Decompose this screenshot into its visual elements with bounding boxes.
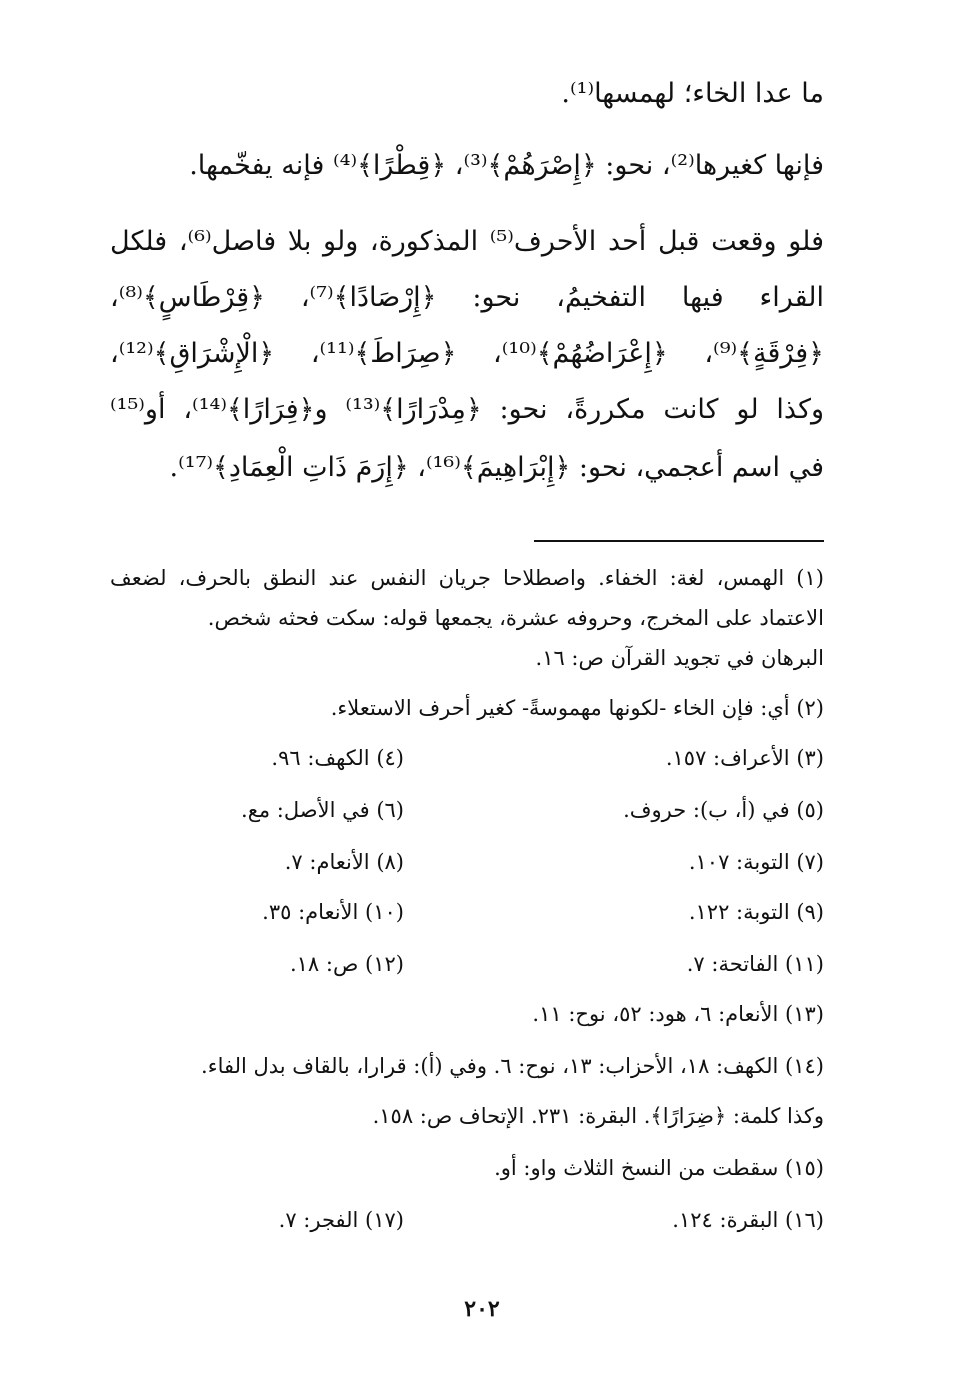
footnote-12: (١٢) ص: ١٨. [289, 952, 404, 976]
footnote-3: (٣) الأعراف: ١٥٧. [665, 746, 824, 770]
footnote-1-line-3: البرهان في تجويد القرآن ص: ١٦. [535, 646, 824, 670]
body-line-7: في اسم أعجمي، نحو: ﴿إِبْرَاهِيمَ﴾⁽¹⁶⁾، ﴿إِرَمَ ذَاتِ الْعِمَادِ﴾⁽¹⁷⁾. [169, 452, 824, 483]
footnote-17: (١٧) الفجر: ٧. [278, 1208, 404, 1232]
body-line-1: ما عدا الخاء؛ لهمسها⁽¹⁾. [561, 78, 824, 109]
footnote-6: (٦) في الأصل: مع. [241, 798, 404, 822]
footnote-14-line-1: (١٤) الكهف: ١٨، الأحزاب: ١٣، نوح: ٦. وفي (أ): قرارا، بالقاف بدل الفاء. [201, 1054, 824, 1078]
footnote-9: (٩) التوبة: ١٢٢. [688, 900, 824, 924]
body-line-3: فلو وقعت قبل أحد الأحرف⁽⁵⁾ المذكورة، ولو بلا فاصل⁽⁶⁾، فلكل [110, 226, 824, 257]
footnote-8: (٨) الأنعام: ٧. [284, 850, 404, 874]
footnote-7: (٧) التوبة: ١٠٧. [688, 850, 824, 874]
page-number: ٢٠٢ [464, 1296, 500, 1322]
footnote-11: (١١) الفاتحة: ٧. [686, 952, 824, 976]
footnote-10: (١٠) الأنعام: ٣٥. [262, 900, 404, 924]
footnote-1-line-1: (١) الهمس، لغة: الخفاء. واصطلاحا جريان النفس عند النطق بالحرف، لضعف [110, 566, 824, 590]
body-line-2: فإنها كغيرها⁽²⁾، نحو: ﴿إِصْرَهُمْ﴾⁽³⁾، ﴿قِطْرًا﴾⁽⁴⁾ فإنه يفخّمها. [189, 150, 824, 181]
footnote-5: (٥) في (أ، ب): حروف. [623, 798, 824, 822]
footnote-13: (١٣) الأنعام: ٦، هود: ٥٢، نوح: ١١. [532, 1002, 824, 1026]
body-line-6: وكذا لو كانت مكررةً، نحو: ﴿مِدْرَارًا﴾⁽¹³⁾ و﴿فِرَارًا﴾⁽¹⁴⁾، أو⁽¹⁵⁾ [110, 394, 824, 425]
footnote-14-line-2: وكذا كلمة: ﴿ضِرَارًا﴾. البقرة: ٢٣١. الإتحاف ص: ١٥٨. [372, 1104, 824, 1128]
footnote-15: (١٥) سقطت من النسخ الثلاث واو: أو. [494, 1156, 824, 1180]
footnote-16: (١٦) البقرة: ١٢٤. [672, 1208, 824, 1232]
body-line-4: القراء فيها التفخيمُ، نحو: ﴿إِرْصَادًا﴾⁽⁷⁾، ﴿قِرْطَاسٍ﴾⁽⁸⁾، [110, 282, 824, 313]
footnote-4: (٤) الكهف: ٩٦. [271, 746, 404, 770]
body-line-5: ﴿فِرْقَةٍ﴾⁽⁹⁾، ﴿إِعْرَاضُهُمْ﴾⁽¹⁰⁾، ﴿صِرَاطَ﴾⁽¹¹⁾، ﴿الْإِشْرَاقِ﴾⁽¹²⁾، [110, 338, 824, 369]
footnote-2: (٢) أي: فإن الخاء -لكونها مهموسةً- كغير أحرف الاستعلاء. [330, 696, 824, 720]
footnote-1-line-2: الاعتماد على المخرج، وحروفه عشرة، يجمعها قوله: سكت فحثه شخص. [207, 606, 824, 630]
footnote-separator [534, 540, 824, 542]
